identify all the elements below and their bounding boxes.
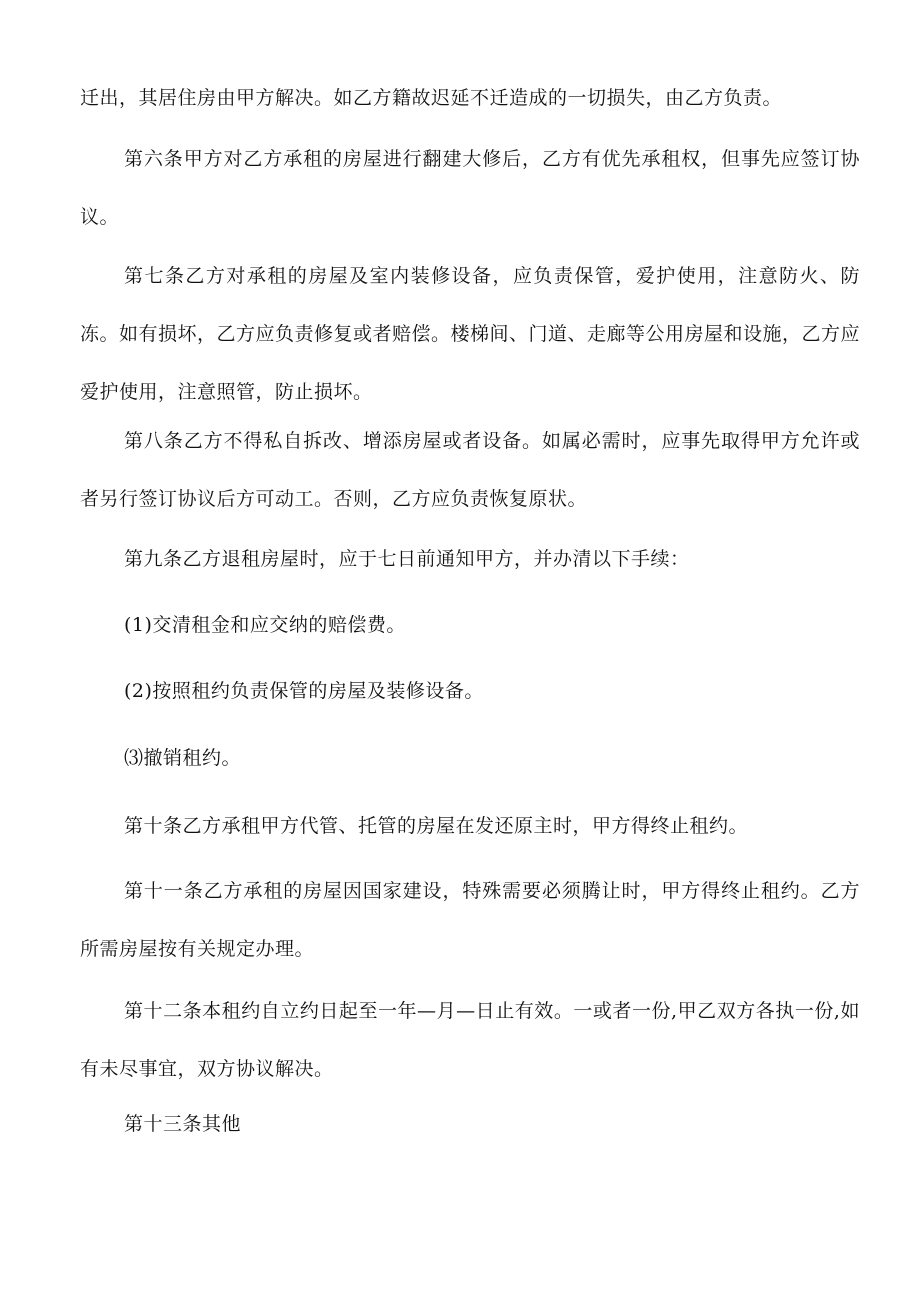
paragraph-article-10: 第十条乙方承租甲方代管、托管的房屋在发还原主时，甲方得终止租约。 [124,815,749,837]
paragraph-article-7: 第七条乙方对承租的房屋及室内装修设备，应负责保管，爱护使用，注意防火、防冻。如有损坏，乙方应负责修复或者赔偿。楼梯间、门道、走廊等公用房屋和设施，乙方应爱护使用，注意照管，防止损坏。 [80,265,861,403]
list-item-1: (1)交清租金和应交纳的赔偿费。 [124,614,406,636]
paragraph-continuation: 迁出，其居住房由甲方解决。如乙方籍故迟延不迁造成的一切损失，由乙方负责。 [80,87,783,109]
paragraph-article-13: 第十三条其他 [124,1113,242,1135]
paragraph-article-8: 第八条乙方不得私自拆改、增添房屋或者设备。如属必需时，应事先取得甲方允许或者另行签订协议后方可动工。否则，乙方应负责恢复原状。 [80,430,860,510]
list-item-2: (2)按照租约负责保管的房屋及装修设备。 [124,680,484,702]
paragraph-article-9: 第九条乙方退租房屋时，应于七日前通知甲方，并办清以下手续： [124,548,690,570]
paragraph-article-11: 第十一条乙方承租的房屋因国家建设，特殊需要必须腾让时，甲方得终止租约。乙方所需房屋按有关规定办理。 [80,880,860,960]
list-item-3: ⑶撤销租约。 [124,747,242,769]
paragraph-article-12: 第十二条本租约自立约日起至一年—月—日止有效。一或者一份,甲乙双方各执一份,如有未尽事宜，双方协议解决。 [80,1000,860,1080]
paragraph-article-6: 第六条甲方对乙方承租的房屋进行翻建大修后，乙方有优先承租权，但事先应签订协议。 [80,148,860,228]
